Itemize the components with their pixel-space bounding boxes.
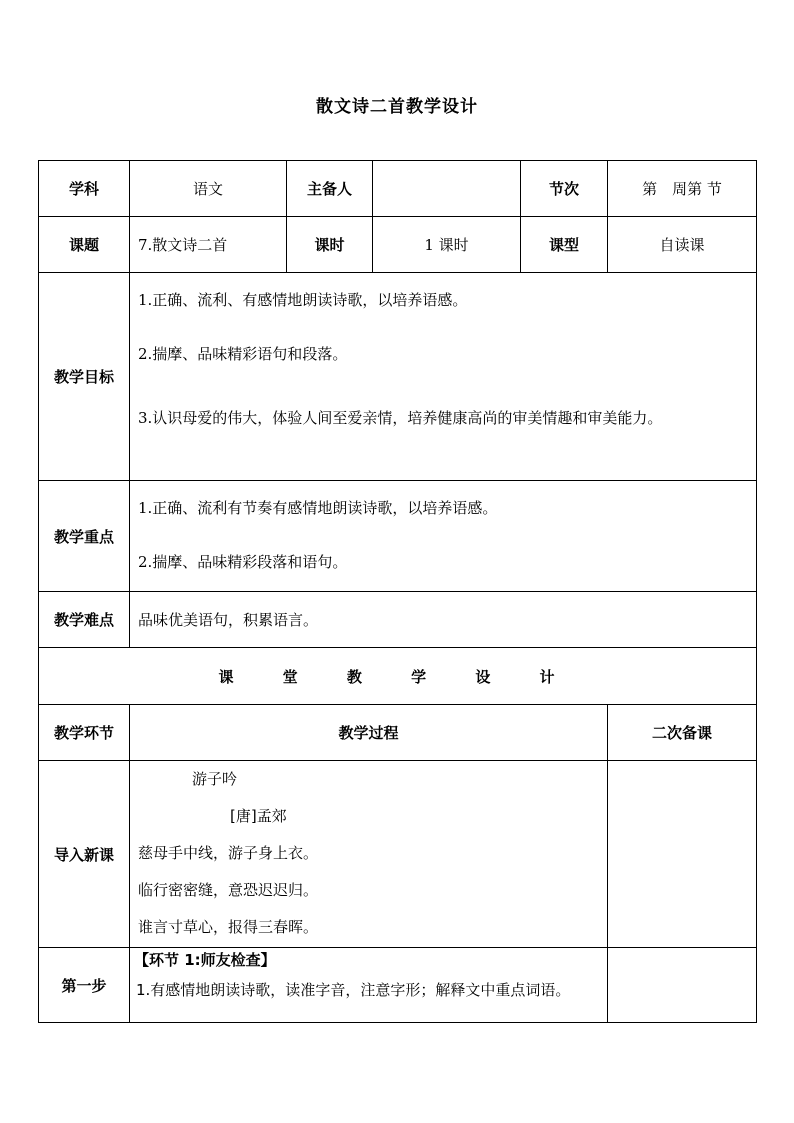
type-label: 课型 bbox=[521, 217, 608, 273]
objective-item: 3.认识母爱的伟大，体验人间至爱亲情，培养健康高尚的审美情趣和审美能力。 bbox=[138, 409, 663, 427]
key-points-label: 教学重点 bbox=[39, 481, 130, 592]
topic-value: 7.散文诗二首 bbox=[130, 217, 287, 273]
subject-value: 语文 bbox=[130, 161, 287, 217]
intro-stage: 导入新课 bbox=[39, 761, 130, 948]
objectives-row bbox=[39, 273, 757, 481]
objectives-content bbox=[130, 273, 757, 481]
poem-line: 谁言寸草心，报得三春晖。 bbox=[138, 918, 319, 936]
key-points-row bbox=[39, 481, 757, 592]
topic-label: 课题 bbox=[39, 217, 130, 273]
section-banner: 课 堂 教 学 设 计 bbox=[39, 648, 757, 705]
poem-block bbox=[130, 761, 608, 948]
poem-line: 慈母手中线，游子身上衣。 bbox=[138, 844, 319, 862]
lesson-plan-table bbox=[38, 160, 757, 1023]
hours-label: 课时 bbox=[287, 217, 373, 273]
notes-header: 二次备课 bbox=[608, 705, 757, 761]
subject-label: 学科 bbox=[39, 161, 130, 217]
difficulty-text: 品味优美语句，积累语言。 bbox=[130, 592, 757, 648]
poem-title: 游子吟 bbox=[192, 770, 238, 788]
page-title: 散文诗二首教学设计 bbox=[316, 97, 478, 117]
intro-notes bbox=[608, 761, 757, 948]
step1-heading: 【环节 1:师友检查】 bbox=[134, 951, 276, 969]
poem-line: 临行密密缝，意恐迟迟归。 bbox=[138, 881, 319, 899]
session-value: 第 周第 节 bbox=[608, 161, 757, 217]
key-point-item: 2.揣摩、品味精彩段落和语句。 bbox=[138, 553, 348, 571]
step1-content bbox=[130, 948, 608, 1023]
difficulty-label: 教学难点 bbox=[39, 592, 130, 648]
session-label: 节次 bbox=[521, 161, 608, 217]
topic-row bbox=[39, 217, 757, 273]
objective-item: 2.揣摩、品味精彩语句和段落。 bbox=[138, 345, 348, 363]
objective-item: 1.正确、流利、有感情地朗读诗歌，以培养语感。 bbox=[138, 291, 468, 309]
banner-row bbox=[39, 648, 757, 705]
step1-notes bbox=[608, 948, 757, 1023]
preparer-label: 主备人 bbox=[287, 161, 373, 217]
intro-row bbox=[39, 761, 757, 948]
objectives-label: 教学目标 bbox=[39, 273, 130, 481]
stage-header: 教学环节 bbox=[39, 705, 130, 761]
step1-row bbox=[39, 948, 757, 1023]
type-value: 自读课 bbox=[608, 217, 757, 273]
process-header: 教学过程 bbox=[130, 705, 608, 761]
difficulty-row bbox=[39, 592, 757, 648]
hours-value: 1 课时 bbox=[373, 217, 521, 273]
poem-author: [唐]孟郊 bbox=[230, 807, 287, 825]
process-header-row bbox=[39, 705, 757, 761]
header-row bbox=[39, 161, 757, 217]
preparer-value bbox=[373, 161, 521, 217]
step1-stage: 第一步 bbox=[39, 948, 130, 1023]
key-point-item: 1.正确、流利有节奏有感情地朗读诗歌，以培养语感。 bbox=[138, 499, 498, 517]
step1-text: 1.有感情地朗读诗歌，读准字音，注意字形；解释文中重点词语。 bbox=[136, 981, 571, 999]
key-points-content bbox=[130, 481, 757, 592]
